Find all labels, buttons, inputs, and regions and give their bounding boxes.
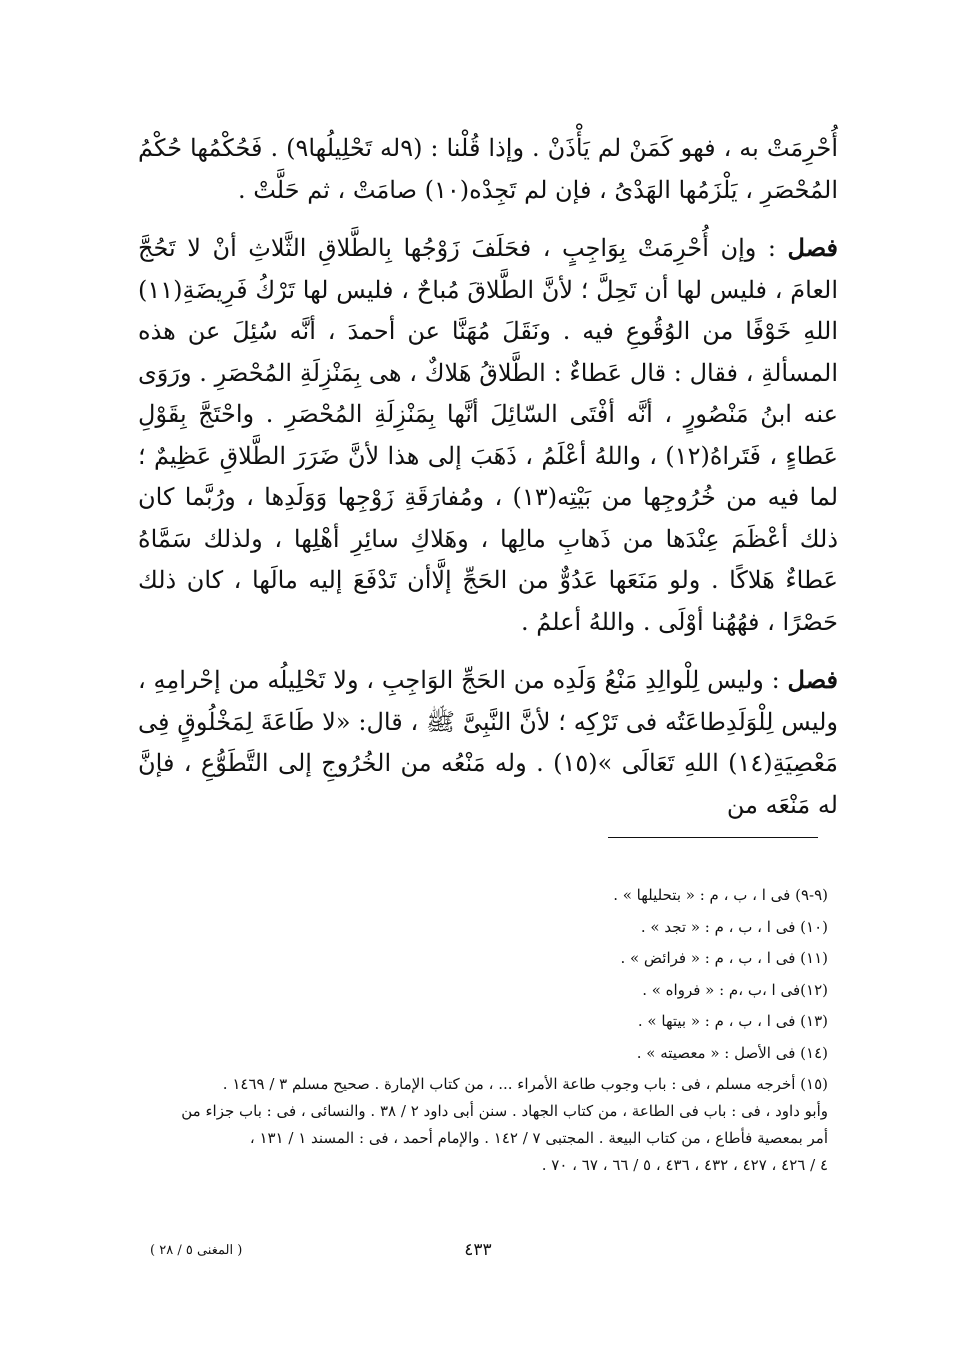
- text-line: : وإن أُحْرِمَتْ بِوَاجِبٍ ، فحَلَفَ زَوْجُها بِالطَّلاقِ الثَّلاثِ أنْ لا تَحُجَّ: [138, 234, 776, 262]
- footnote-13: (١٣) فى ا ، ب ، م : « بيتها » .: [637, 1012, 828, 1030]
- signature-mark: ( المغنى ٥ / ٢٨ ): [150, 1243, 243, 1258]
- text-line: من الوُقُوعِ فيه . ونَقَلَ مُهَنَّا عن أحمدَ ، أنَّه سُئِلَ عن هذه المسألةِ ، فقال : قال: [138, 317, 838, 387]
- text-line: وليس لِلْوَلَدِطاعَتُه فى تَرْكِه ؛ لأنَّ النَّبِىَّ ﷺ ، قال: «لا طَاعَةَ لِمَخْلُوقٍ فِى: [138, 707, 838, 736]
- text-line: زَوْجِها وَوَلَدِها ، ورُبَّما كان ذلك أعْظَمَ عِنْدَها من ذَهابِ مالِها ، وهَلاكِ سائِرِ: [138, 483, 839, 553]
- footnote-15-line: وأبو داود ، فى : باب فى الطاعة ، من كتاب الجهاد . سنن أبى داود ٢ / ٣٨ . والنسائى ، فى : باب جزاء من: [181, 1102, 828, 1120]
- text-line: مالَها ، كان ذلك حَصْرًا ، فهُهُنا أوْلَى . واللهُ أعلمُ .: [138, 566, 838, 636]
- footnote-10: (١٠) فى ا ، ب ، م : « تجد » .: [640, 917, 828, 936]
- page-number: ٤٣٣: [464, 1240, 492, 1260]
- main-text: [138, 128, 838, 826]
- paragraph-fasl-oath: [138, 227, 838, 643]
- text-line: : وليس لِلْوالِدِ مَنْعُ وَلَدِه من الحَجِّ الوَاجِبِ ، ولا تَحْلِيلُه من إحْرامِهِ ،: [138, 666, 780, 694]
- section-heading: فصل: [787, 665, 838, 694]
- footnote-15-line: ٤ / ٤٢٦ ، ٤٢٧ ، ٤٣٢ ، ٤٣٦ ، ٥ / ٦٦ ، ٦٧ ، ٧٠ .: [541, 1156, 828, 1174]
- footnote-15-line: (١٥) أخرجه مسلم ، فى : باب وجوب طاعة الأمراء ... ، من كتاب الإمارة . صحيح مسلم ٣ / ١٤٦٩ .: [222, 1075, 828, 1093]
- text-line: عَطاءٌ : الطَّلاقُ هَلاكٌ ، هى بِمَنْزِلَةِ المُحْصَرِ . ورَوَى عنه ابنُ مَنْصُورٍ ، أنَّه أفْتَى: [138, 358, 838, 428]
- text-line: المُحْصَرِ ، يَلْزَمُها الهَدْىُ ، فإن لم تَجِدْه(١٠) صامَتْ ، ثم حَلَّتْ .: [237, 175, 838, 204]
- text-line: إلى هذا لأنَّ ضَرَرَ الطَّلاقِ عَظِيمٌ ؛ لما فيه من خُرُوجِها من بَيْتِه(١٣) ، ومُفارَقَةِ: [138, 441, 839, 511]
- paragraph-continuation: [138, 128, 838, 211]
- text-line: العامَ ، فليس لها أن تَحِلَّ ؛ لأنَّ الطَّلاقَ مُباحٌ ، فليس لها تَرْكُ فَرِيضَةِ(١١) اللهِ خَوْفًا: [138, 275, 839, 345]
- footnote-14: (١٤) فى الأصل : « معصيته » .: [636, 1043, 828, 1062]
- footnote-15-line: أمر بمعصية فأطاع ، من كتاب البيعة . المجتبى ٧ / ١٤٢ . والإمام أحمد ، فى : المسند ١ / ١٣١ ،: [249, 1129, 828, 1147]
- footnote-9: (٩-٩) فى ا ، ب ، م : « بتحليلها » .: [613, 886, 828, 904]
- footnotes: [138, 880, 828, 1179]
- text-line: أُحْرِمَتْ به ، فهو كَمَنْ لم يَأْذَنْ . وإذا قُلْنا : (٩له تَحْلِيلُها٩) . فَحُكْمُها حُكْمُ: [138, 134, 838, 162]
- footnote-12: (١٢)فى ا ،ب ،م : « فرواه » .: [642, 980, 828, 999]
- text-line: السّائِلَ أنَّها بِمَنْزِلَةِ المُحْصَرِ . واحْتَجَّ بِقَوْلِ عَطاءٍ ، فَتَراهُ(١٢) ، واللهُ أعْلَمُ ، ذَهَبَ: [138, 400, 838, 470]
- paragraph-fasl-father: [138, 659, 838, 826]
- text-line: أهْلِها ، ولذلك سَمَّاهُ عَطاءٌ هَلاكًا . ولو مَنَعَها عَدُوٌّ من الحَجِّ إلَّاأن تَدْفَعَ إليه: [138, 524, 838, 594]
- section-heading: فصل: [787, 233, 838, 262]
- text-line: مَعْصِيَةِ(١٤) اللهِ تَعَالَى »(١٥) . وله مَنْعُه من الخُرُوجِ إلى التَّطَوُّعِ ، فإنَّ له مَنْعَه من: [138, 749, 838, 819]
- footnote-separator: [608, 837, 818, 838]
- footnote-15: [138, 1071, 828, 1179]
- footnote-11: (١١) فى ا ، ب ، م : « فرائض » .: [620, 949, 828, 967]
